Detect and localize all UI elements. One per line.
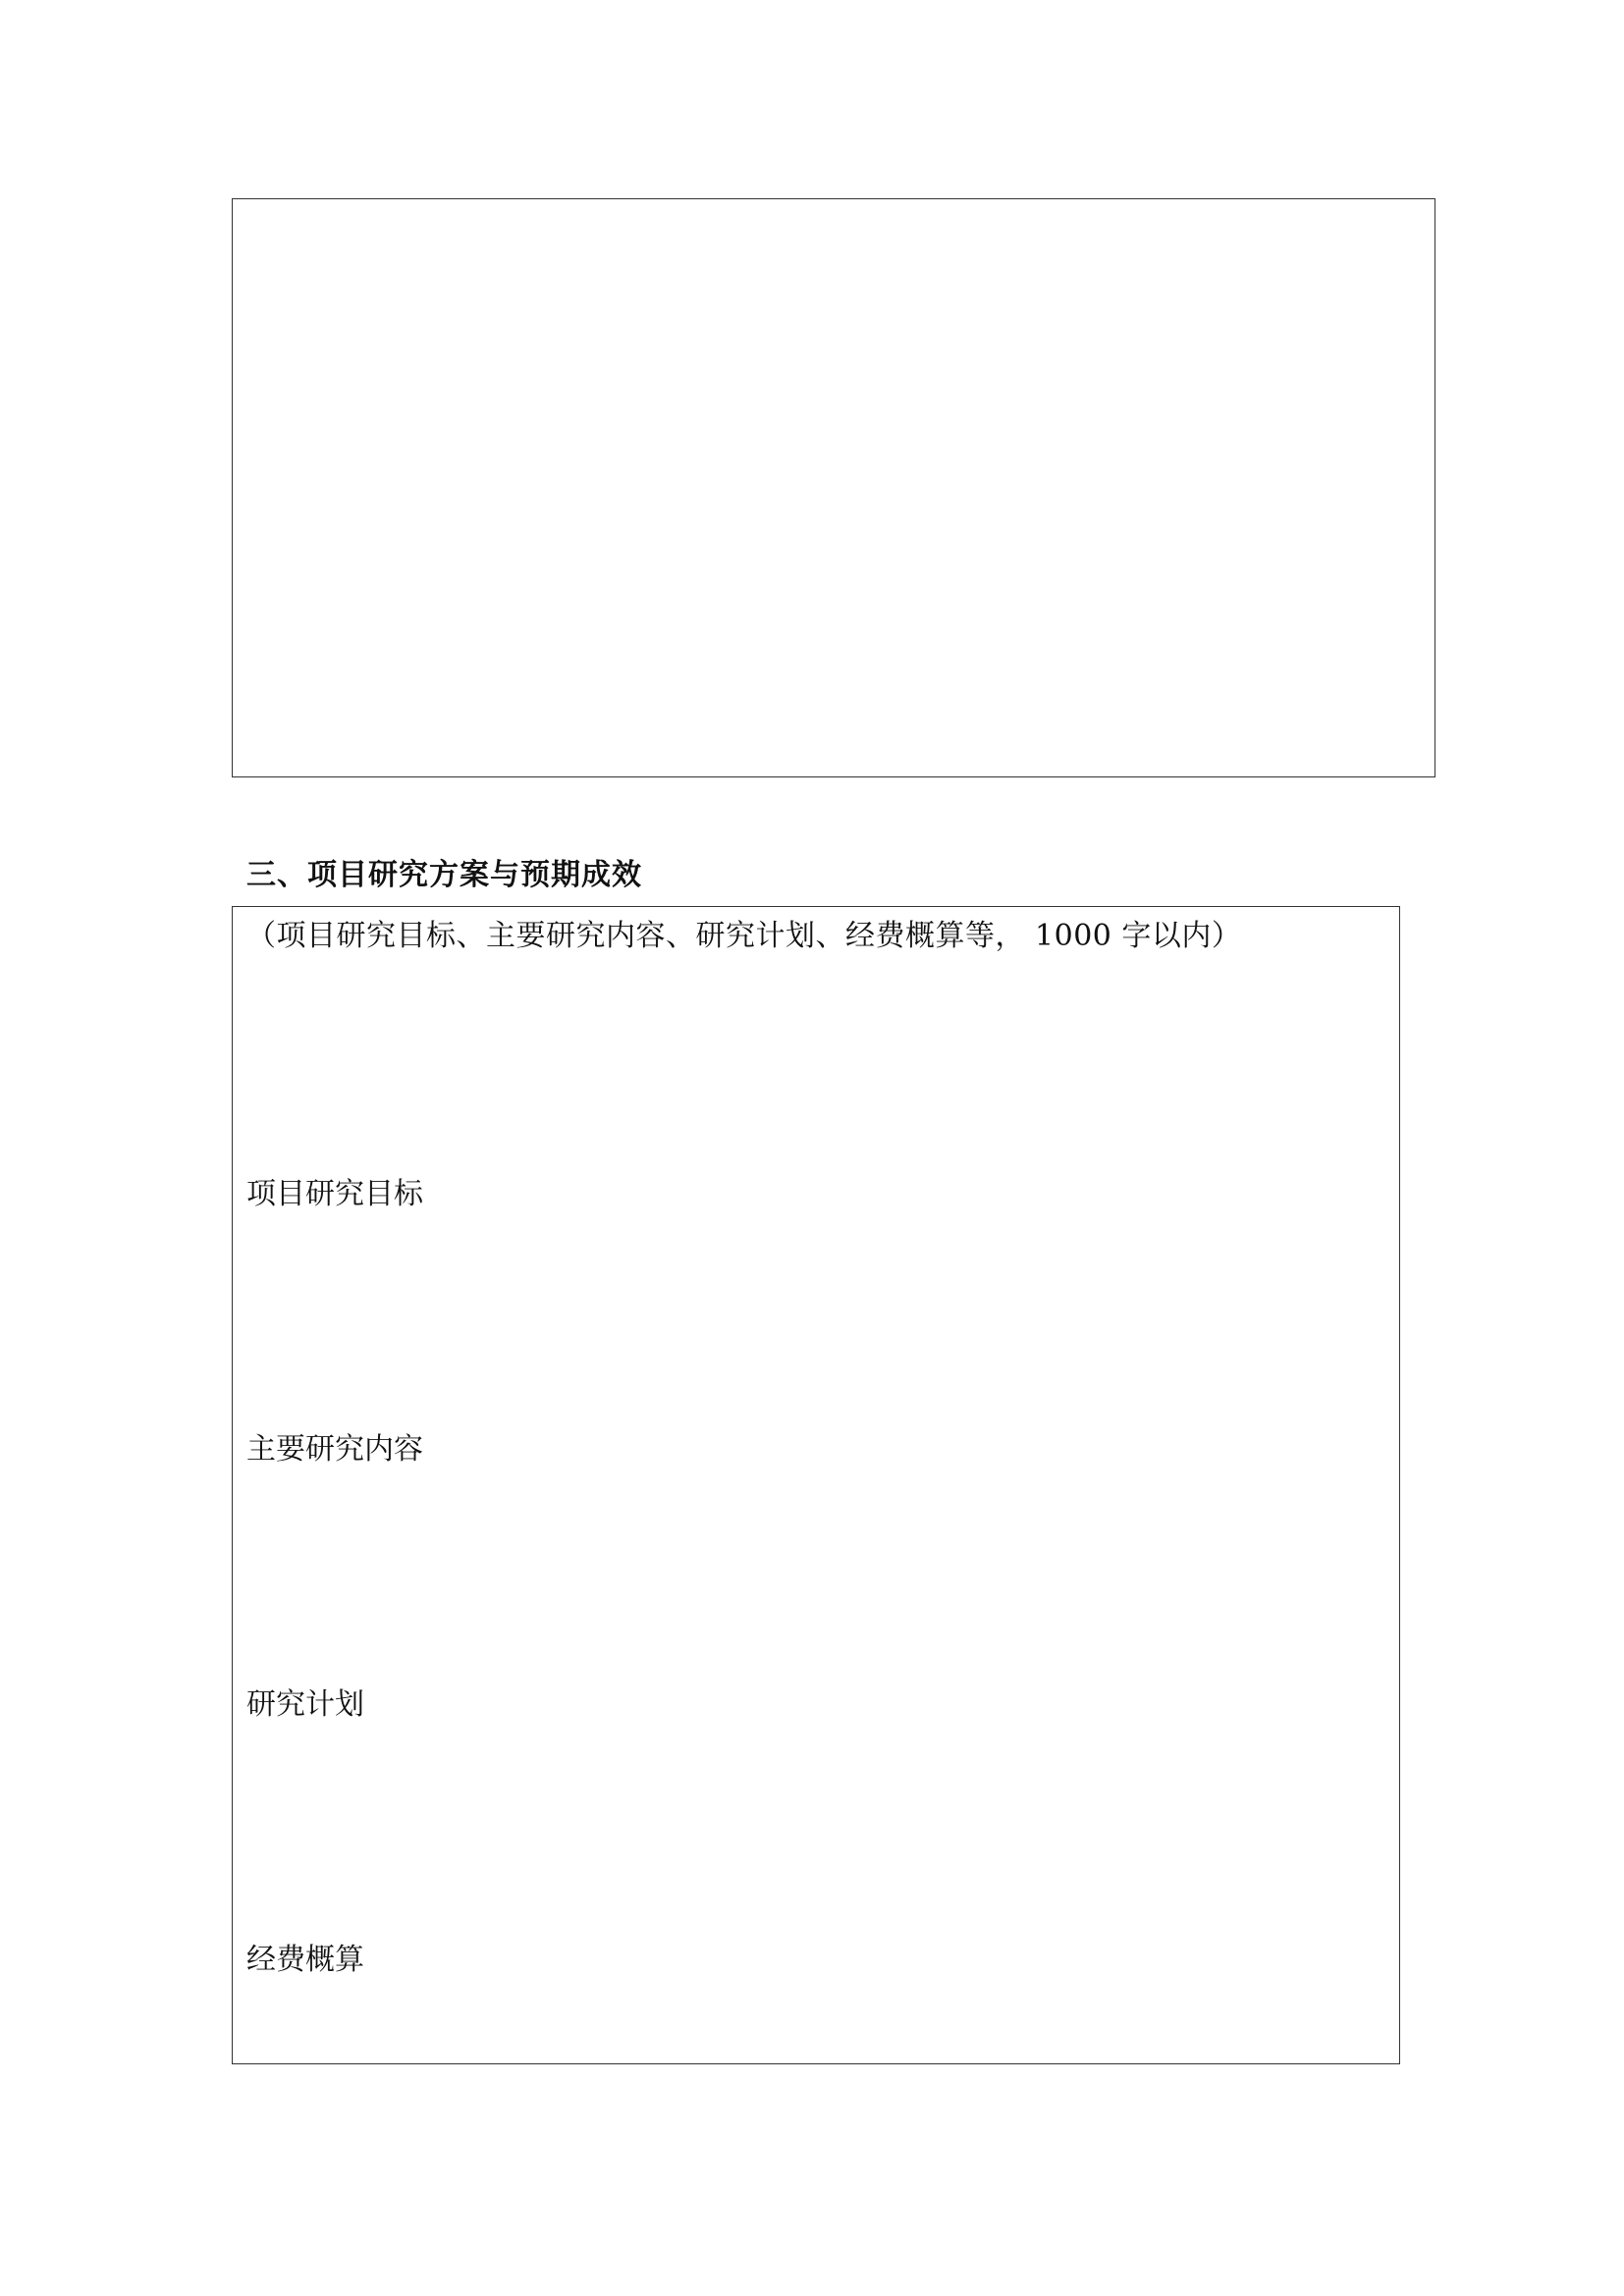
objective-label: 项目研究目标 — [246, 1177, 423, 1211]
section-heading: 三、项目研究方案与预期成效 — [246, 858, 642, 892]
budget-label: 经费概算 — [246, 1943, 364, 1977]
research-plan-box[interactable] — [232, 906, 1400, 2064]
previous-section-answer-box[interactable] — [232, 198, 1435, 777]
content-label: 主要研究内容 — [246, 1432, 423, 1467]
schedule-label: 研究计划 — [246, 1687, 364, 1722]
plan-instructions: （项目研究目标、主要研究内容、研究计划、经费概算等， 1000 字以内） — [246, 919, 1242, 953]
